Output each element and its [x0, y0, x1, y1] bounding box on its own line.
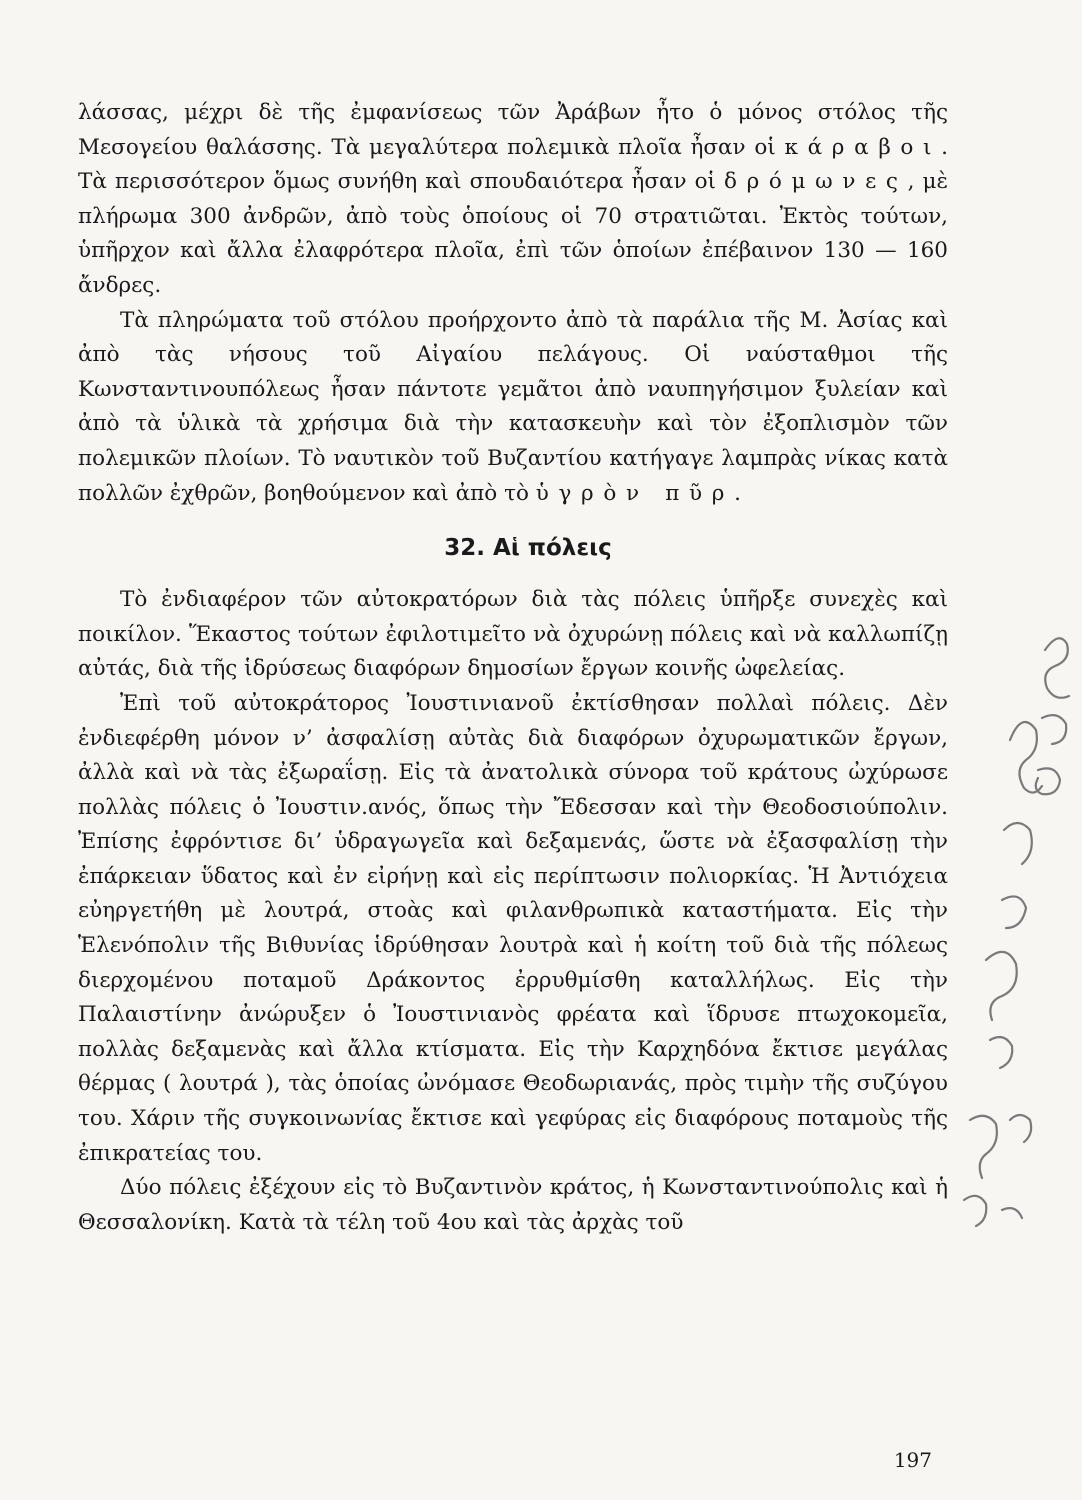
paragraph-justinian-works: Ἐπὶ τοῦ αὐτοκράτορος Ἰουστινιανοῦ ἐκτίσθησαν πολλαὶ πόλεις. Δὲν ἐνδιεφέρθη μόνον ν’ ἀσφαλίσῃ αὐτὰς διὰ διαφόρων ὀχυρωματικῶν ἔργων, ἀλλὰ καὶ νὰ τὰς ἐξωραΐσῃ. Εἰς τὰ ἀνατολικὰ σύνορα τοῦ κράτους ὠχύρωσε πολλὰς πόλεις ὁ Ἰουστιν.ανός, ὅπως τὴν Ἔδεσσαν καὶ τὴν Θεοδοσιούπολιν. Ἐπίσης ἐφρόντισε δι’ ὑδραγωγεῖα καὶ δεξαμενάς, ὥστε νὰ ἐξασφαλίσῃ τὴν ἐπάρκειαν ὕδατος καὶ ἐν εἰρήνῃ καὶ εἰς περίπτωσιν πολιορκίας. Ἡ Ἀντιόχεια εὐηργετήθη μὲ λουτρά, στοὰς καὶ φιλανθρωπικὰ καταστήματα. Εἰς τὴν Ἑλενόπολιν τῆς Βιθυνίας ἱδρύθησαν λουτρὰ καὶ ἡ κοίτη τοῦ διὰ τῆς πόλεως διερχομένου ποταμοῦ Δράκοντος ἐρρυθμίσθη καταλλήλως. Εἰς τὴν Παλαιστίνην ἀνώρυξεν ὁ Ἰουστινιανὸς φρέατα καὶ ἵδρυσε πτωχοκομεῖα, πολλὰς δεξαμενὰς καὶ ἄλλα κτίσματα. Εἰς τὴν Καρχηδόνα ἔκτισε μεγάλας θέρμας ( λουτρά ), τὰς ὁποίας ὠνόμασε Θεοδωριανάς, πρὸς τιμὴν τῆς συζύγου του. Χάριν τῆς συγκοινωνίας ἔκτισε καὶ γεφύρας εἰς διαφόρους ποταμοὺς τῆς ἐπικρατείας του.	[78, 690, 948, 1166]
term-karavoi: κάραβοι	[784, 134, 942, 160]
page-number: 197	[893, 1448, 932, 1472]
paragraph-two-cities: Δύο πόλεις ἐξέχουν εἰς τὸ Βυζαντινὸν κράτος, ἡ Κωνσταντινούπολις καὶ ἡ Θεσσαλονίκη. Κατὰ τὰ τέλη τοῦ 4ου καὶ τὰς ἀρχὰς τοῦ	[78, 1175, 948, 1235]
paragraph-text: . Τὰ περισσότερον ὅμως συνήθη καὶ σπουδαιότερα ἦσαν οἱ	[78, 134, 948, 195]
paragraph-text: , μὲ πλήρωμα 300 ἀνδρῶν, ἀπὸ τοὺς ὁποίους οἱ 70 στρατιῶται. Ἐκτὸς τούτων, ὑπῆρχον καὶ ἄλλα ἐλαφρότερα πλοῖα, ἐπὶ τῶν ὁποίων ἐπέβαινον 130 — 160 ἄνδρες.	[78, 169, 949, 298]
paragraph-text: .	[734, 480, 741, 506]
handwritten-margin-annotation	[950, 600, 1082, 1340]
paragraph-text: Τὰ πληρώματα τοῦ στόλου προήρχοντο ἀπὸ τὰ παράλια τῆς Μ. Ἀσίας καὶ ἀπὸ τὰς νήσους τοῦ Αἰγαίου πελάγους. Οἱ ναύσταθμοι τῆς Κωνσταντινουπόλεως ἦσαν πάντοτε γεμᾶτοι ἀπὸ ναυπηγήσιμον ξυλείαν καὶ ἀπὸ τὰ ὑλικὰ τὰ χρήσιμα διὰ τὴν κατασκευὴν καὶ τὸν ἐξοπλισμὸν τῶν πολεμικῶν πλοίων. Τὸ ναυτικὸν τοῦ Βυζαντίου κατήγαγε λαμπρὰς νίκας κατὰ πολλῶν ἐχθρῶν, βοηθούμενον καὶ ἀπὸ τὸ	[78, 307, 948, 506]
paragraph-fleet-crews	[78, 304, 948, 512]
term-greek-fire: ὑγρὸν πῦρ	[535, 480, 735, 506]
section-heading: 32. Αἱ πόλεις	[444, 535, 612, 562]
book-page	[78, 96, 948, 1240]
paragraph-fleet-continuation	[78, 96, 948, 304]
term-dromones: δρόμωνες	[723, 169, 908, 195]
paragraph-cities-intro: Τὸ ἐνδιαφέρον τῶν αὐτοκρατόρων διὰ τὰς πόλεις ὑπῆρξε συνεχὲς καὶ ποικίλον. Ἕκαστος τούτων ἐφιλοτιμεῖτο νὰ ὀχυρώνῃ πόλεις καὶ νὰ καλλωπίζῃ αὐτάς, διὰ τῆς ἱδρύσεως διαφόρων δημοσίων ἔργων κοινῆς ὠφελείας.	[78, 587, 948, 682]
paragraph-text: λάσσας, μέχρι δὲ τῆς ἐμφανίσεως τῶν Ἀράβων ἦτο ὁ μόνος στόλος τῆς Μεσογείου θαλάσσης. Τὰ μεγαλύτερα πολεμικὰ πλοῖα ἦσαν οἱ	[78, 100, 948, 160]
